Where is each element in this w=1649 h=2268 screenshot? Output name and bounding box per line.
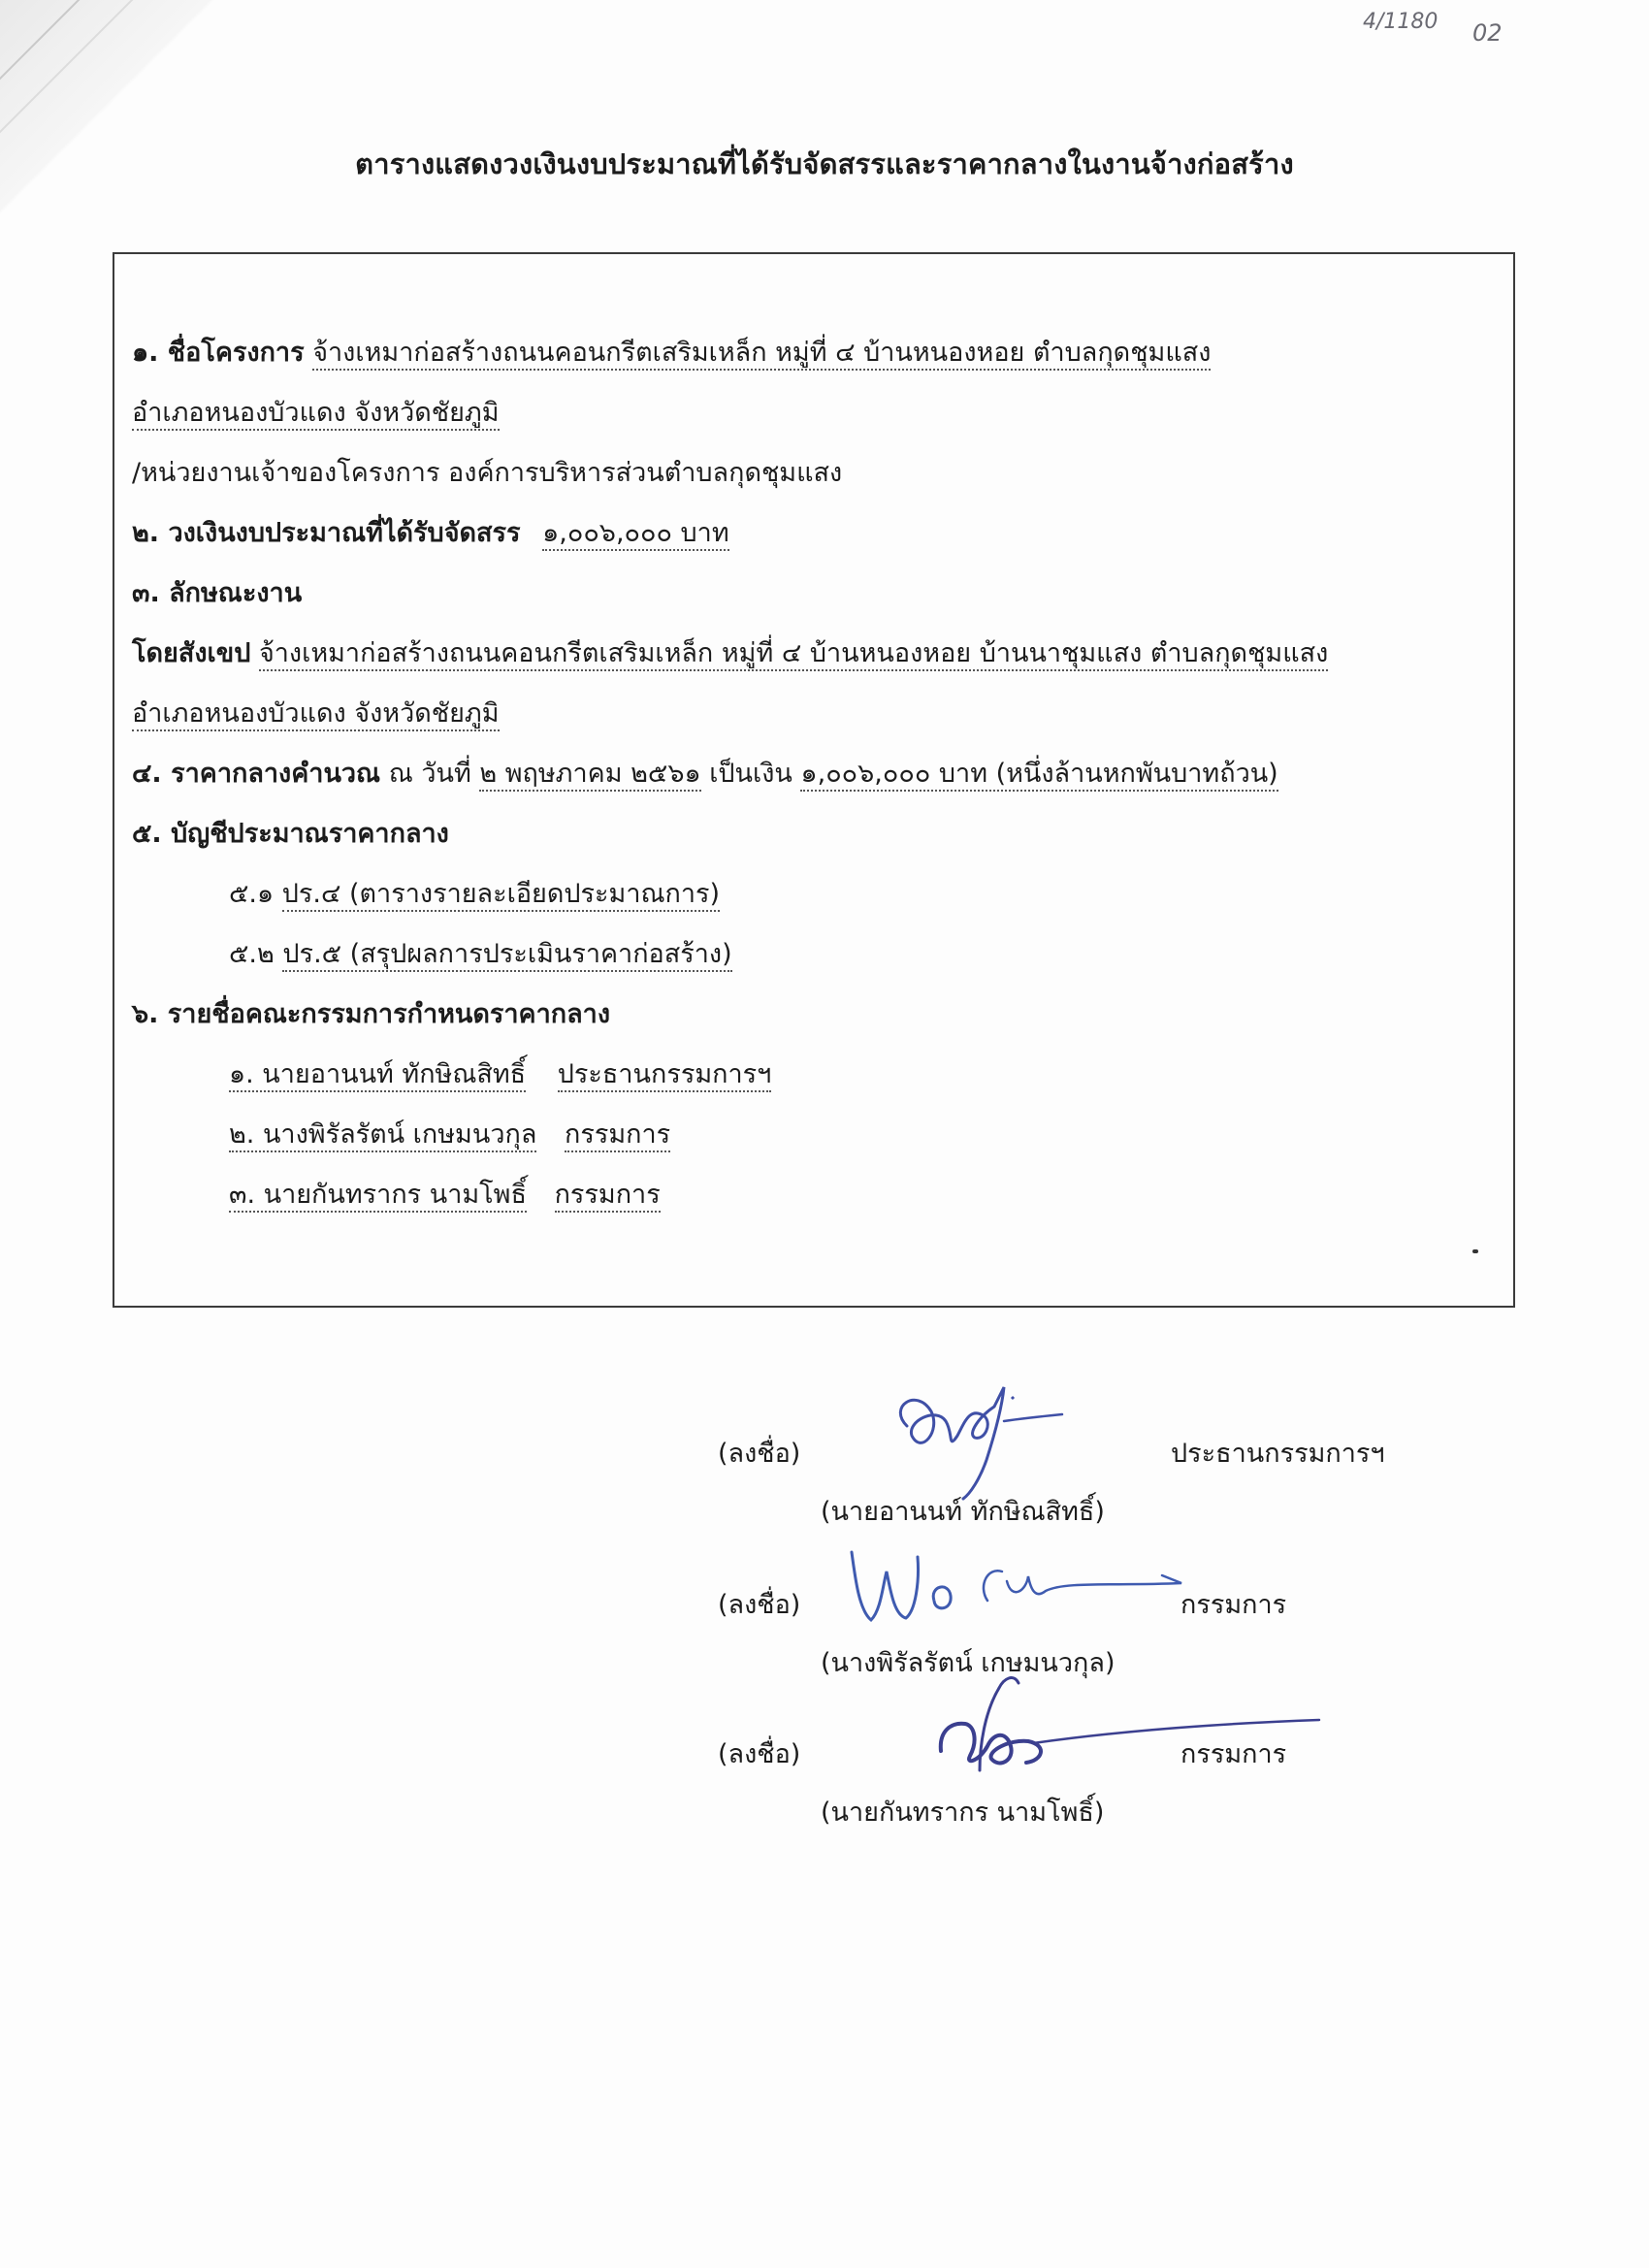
section-2-label: ๒. วงเงินงบประมาณที่ได้รับจัดสรร	[132, 518, 521, 548]
signature-role: กรรมการ	[1180, 1590, 1287, 1620]
section-1-label: ๑. ชื่อโครงการ	[132, 338, 305, 368]
committee-member-name: ๒. นางพิรัลรัตน์ เกษมนวกุล	[229, 1119, 536, 1152]
signature-role: ประธานกรรมการฯ	[1171, 1439, 1385, 1469]
section-5-row	[132, 819, 449, 850]
committee-member-name: ๑. นายอานนท์ ทักษิณสิทธิ์	[229, 1059, 526, 1092]
signature-label: (ลงชื่อ)	[718, 1739, 801, 1769]
section-5-item-num: ๕.๒	[229, 939, 275, 969]
section-3-row	[132, 578, 302, 609]
section-3-desc-row-2	[132, 698, 500, 729]
reference-price-amount: ๑,๐๐๖,๐๐๐ บาท (หนึ่งล้านหกพันบาทถ้วน)	[800, 759, 1277, 792]
signature-role: กรรมการ	[1180, 1739, 1287, 1769]
section-3-sublabel: โดยสังเขป	[132, 638, 251, 668]
project-name-line1: จ้างเหมาก่อสร้างถนนคอนกรีตเสริมเหล็ก หมู่ที่ ๔ บ้านหนองหอย ตำบลกุดชุมแสง	[312, 338, 1211, 371]
agency-text: /หน่วยงานเจ้าของโครงการ องค์การบริหารส่วนตำบลกุดชุมแสง	[132, 458, 843, 488]
committee-member-role: ประธานกรรมการฯ	[558, 1059, 772, 1092]
committee-member	[229, 1119, 670, 1150]
signature-name: (นางพิรัลรัตน์ เกษมนวกุล)	[821, 1648, 1116, 1678]
section-5-label: ๕. บัญชีประมาณราคากลาง	[132, 819, 449, 849]
handwritten-reference-number: 4/1180	[1363, 10, 1439, 34]
section-3-label: ๓. ลักษณะงาน	[132, 578, 303, 608]
committee-member	[229, 1059, 771, 1090]
committee-member-name: ๓. นายกันทรากร นามโพธิ์	[229, 1180, 527, 1213]
work-description-line2: อำเภอหนองบัวแดง จังหวัดชัยภูมิ	[132, 698, 500, 731]
stray-mark	[1472, 1249, 1478, 1253]
signature-name: (นายอานนท์ ทักษิณสิทธิ์)	[821, 1497, 1105, 1527]
section-5-item-text: ปร.๔ (ตารางรายละเอียดประมาณการ)	[282, 879, 720, 912]
section-6-row	[132, 999, 610, 1030]
reference-price-date: ๒ พฤษภาคม ๒๕๖๑	[479, 759, 700, 792]
section-5-item-text: ปร.๕ (สรุปผลการประเมินราคาก่อสร้าง)	[282, 939, 731, 972]
section-5-item-num: ๕.๑	[229, 879, 275, 909]
signature-label: (ลงชื่อ)	[718, 1590, 801, 1620]
section-1-row-2	[132, 398, 500, 429]
document-title: ตารางแสดงวงเงินงบประมาณที่ได้รับจัดสรรและราคากลางในงานจ้างก่อสร้าง	[355, 147, 1294, 180]
committee-member	[229, 1180, 661, 1211]
section-4-label: ๔. ราคากลางคำนวณ	[132, 759, 381, 789]
date-prefix: ณ วันที่	[388, 759, 471, 789]
section-4-row	[132, 759, 1278, 790]
work-description-line1: จ้างเหมาก่อสร้างถนนคอนกรีตเสริมเหล็ก หมู่ที่ ๔ บ้านหนองหอย บ้านนาชุมแสง ตำบลกุดชุมแสง	[259, 638, 1328, 671]
signature-committee-1	[842, 1533, 1191, 1639]
project-name-line2: อำเภอหนองบัวแดง จังหวัดชัยภูมิ	[132, 398, 500, 431]
signature-label: (ลงชื่อ)	[718, 1439, 801, 1469]
committee-member-role: กรรมการ	[555, 1180, 661, 1213]
section-2-row	[132, 518, 729, 549]
fold-crease	[0, 0, 188, 118]
section-6-label: ๖. รายชื่อคณะกรรมการกำหนดราคากลาง	[132, 999, 611, 1029]
signature-name: (นายกันทรากร นามโพธิ์)	[821, 1798, 1105, 1828]
budget-amount: ๑,๐๐๖,๐๐๐ บาท	[542, 518, 729, 551]
agency-row	[132, 458, 842, 489]
section-3-desc-row	[132, 638, 1328, 669]
section-5-item	[229, 939, 732, 970]
section-1-row	[132, 338, 1211, 369]
amount-prefix: เป็นเงิน	[709, 759, 792, 789]
signature-committee-2	[922, 1664, 1329, 1799]
handwritten-reference-page: 02	[1472, 19, 1503, 47]
signature-chairman	[878, 1368, 1072, 1504]
committee-member-role: กรรมการ	[565, 1119, 670, 1152]
section-5-item	[229, 879, 720, 910]
